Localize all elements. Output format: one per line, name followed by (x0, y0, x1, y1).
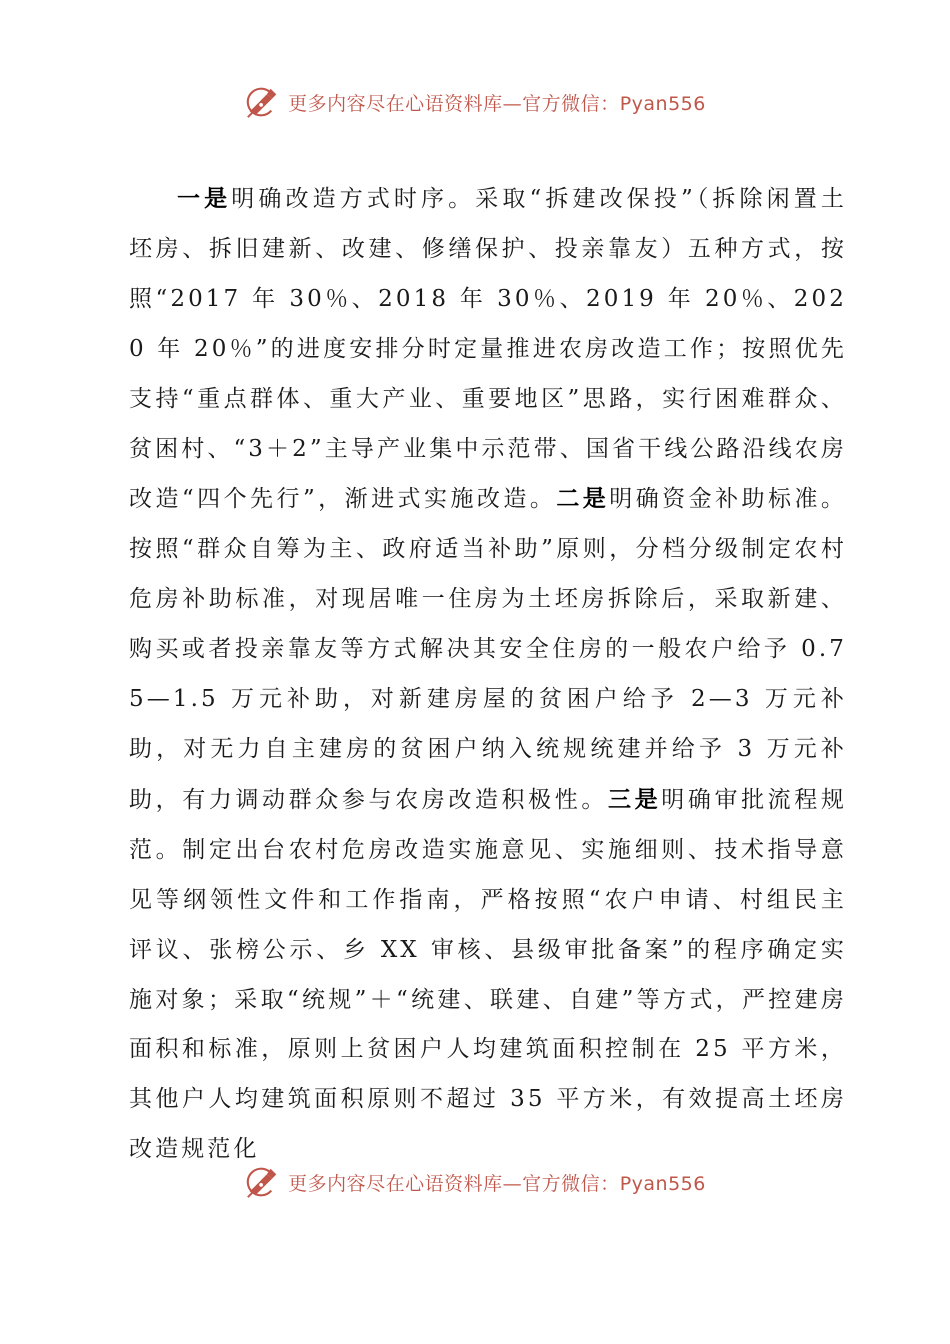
footer-wechat-label: 官方微信： (522, 1172, 620, 1195)
pen-nib-logo-icon (244, 83, 282, 121)
header-banner-text (288, 89, 706, 116)
footer-banner-content (244, 1163, 706, 1201)
footer-banner-text (288, 1169, 706, 1196)
footer-banner-title: 更多内容尽在心语资料库 (288, 1172, 503, 1195)
footer-wechat-id: Pyan556 (619, 1172, 706, 1195)
header-wechat-id: Pyan556 (619, 92, 706, 115)
section-1-lead: 一是 (177, 185, 232, 212)
footer-banner-separator: — (502, 1172, 523, 1195)
pen-nib-logo-icon (244, 1163, 282, 1201)
section-2-lead: 二是 (556, 485, 610, 513)
footer-banner (0, 1160, 950, 1204)
header-banner (0, 80, 950, 124)
section-3-text: 明确审批流程规范。制定出台农村危房改造实施意见、实施细则、技术指导意见等纲领性文件和工作指南，严格按照“农户申请、村组民主评议、张榜公示、乡 XX 审核、县级审批备案”的程序确定实施对象；采取“统规”＋“统建、联建、自建”等方式，严控建房面积和标准，原则上贫困户人均建筑面积控制在 25 平方米，其他户人均建筑面积原则不超过 35 平方米，有效提高土坯房改造规范化 (129, 786, 847, 1163)
header-banner-separator: — (502, 92, 523, 115)
header-banner-title: 更多内容尽在心语资料库 (288, 92, 503, 115)
section-2-text: 明确资金补助标准。按照“群众自筹为主、政府适当补助”原则，分档分级制定农村危房补助标准，对现居唯一住房为土坯房拆除后，采取新建、购买或者投亲靠友等方式解决其安全住房的一般农户给予 0.75—1.5 万元补助，对新建房屋的贫困户给予 2—3 万元补助，对无力自主建房的贫困户纳入统规统建并给予 3 万元补助，有力调动群众参与农房改造积极性。 (129, 486, 848, 813)
header-wechat-label: 官方微信： (522, 92, 620, 115)
document-body (129, 174, 847, 1175)
header-banner-content (244, 83, 706, 121)
body-paragraph (129, 174, 847, 1175)
section-1-text: 明确改造方式时序。采取“拆建改保投”（拆除闲置土坯房、拆旧建新、改建、修缮保护、投亲靠友）五种方式，按照“2017 年 30％、2018 年 30％、2019 年 20％、2020 年 20％”的进度安排分时定量推进农房改造工作；按照优先支持“重点群体、重大产业、重要地区”思路，实行困难群众、贫困村、“3＋2”主导产业集中示范带、国省干线公路沿线农房改造“四个先行”，渐进式实施改造。 (129, 186, 847, 513)
section-3-lead: 三是 (608, 785, 662, 813)
